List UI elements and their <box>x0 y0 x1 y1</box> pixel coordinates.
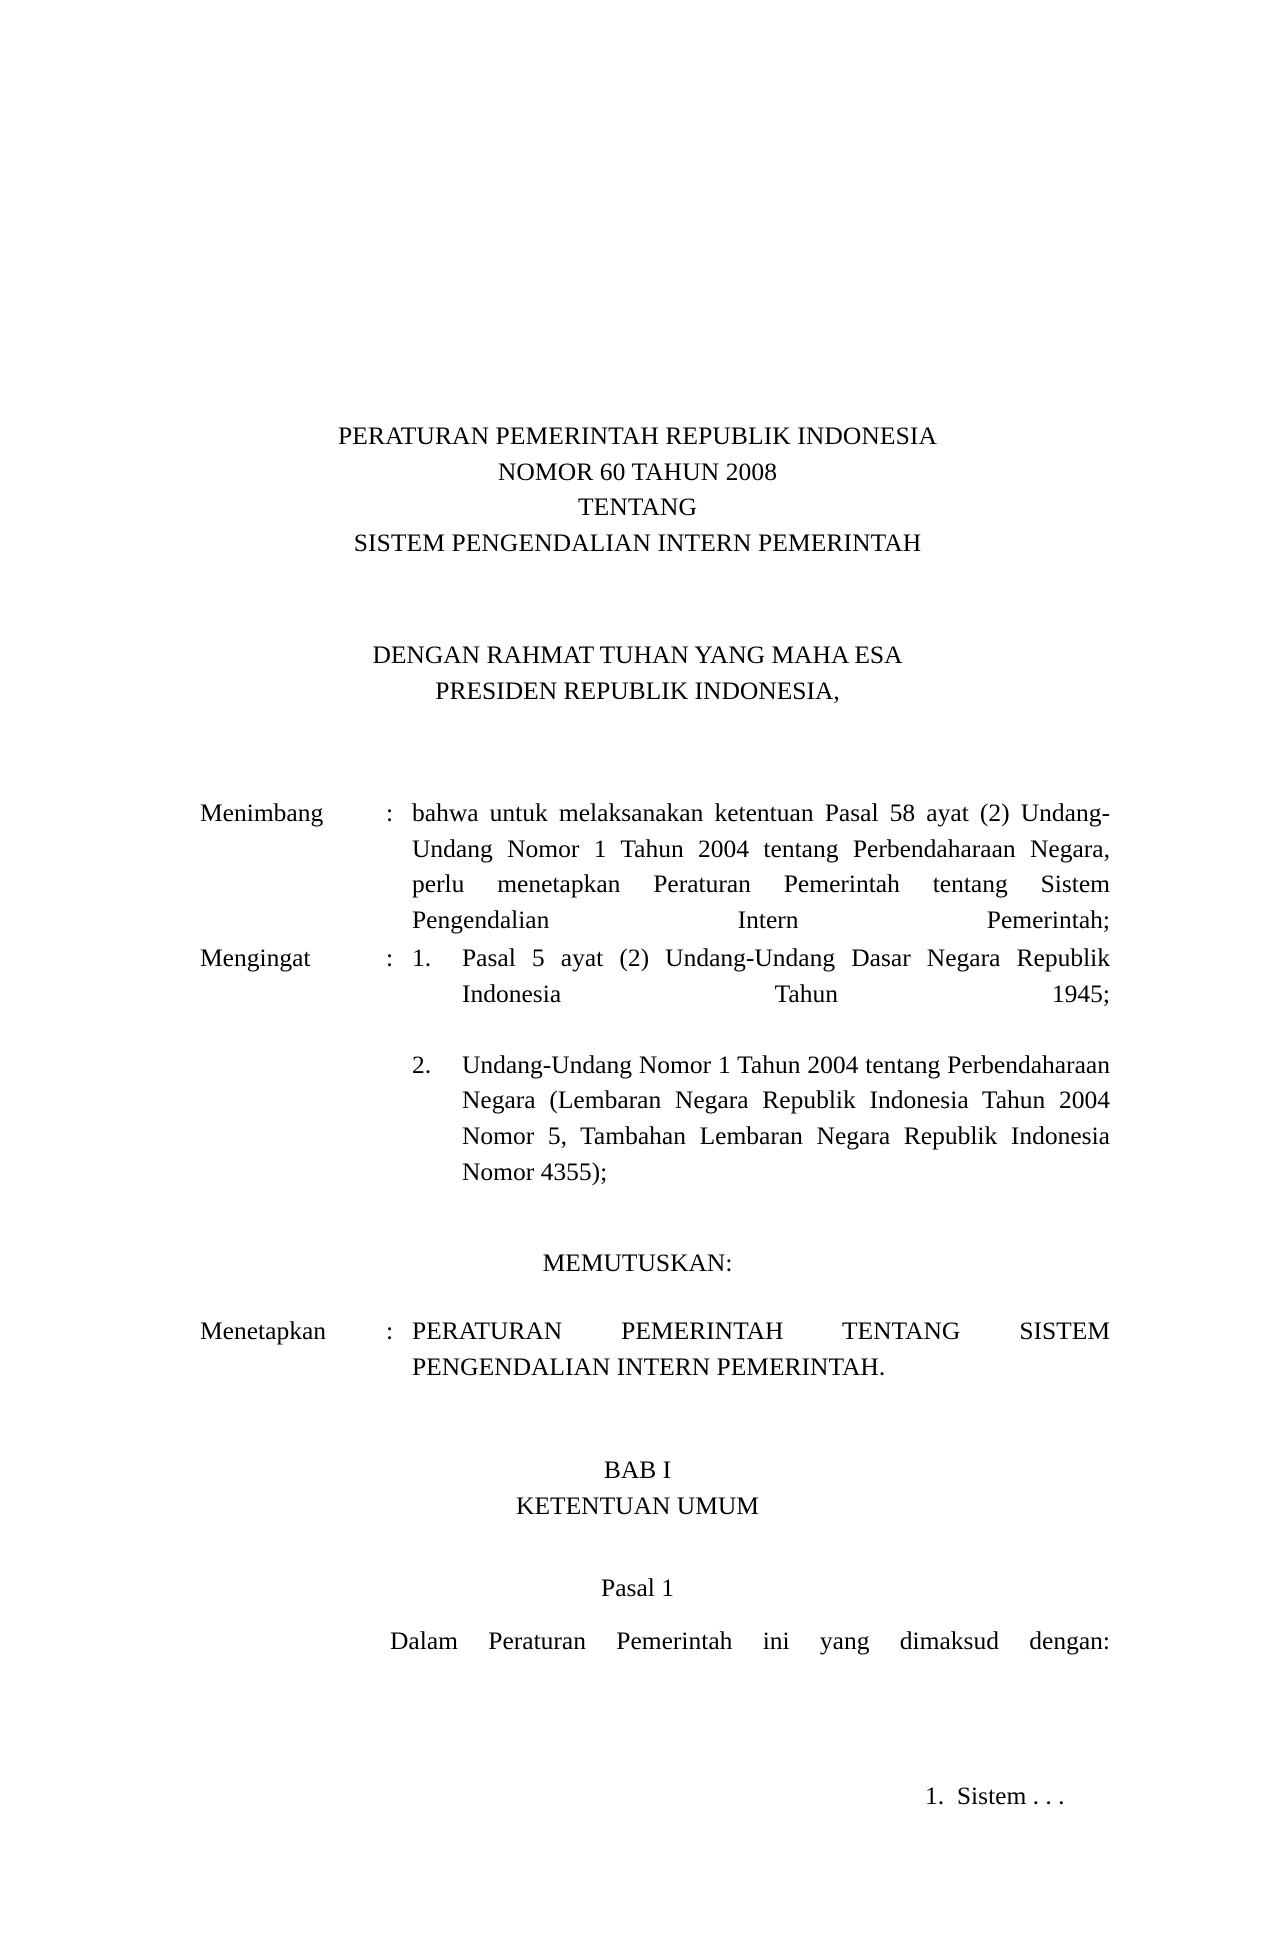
clause-label-menimbang: Menimbang <box>200 798 324 827</box>
preamble-oath <box>0 637 1275 708</box>
list-item-text: Undang-Undang Nomor 1 Tahun 2004 tentang Perbendaharaan Negara (Lembaran Negara Republik Indonesia Tahun 2004 Nomor 5, Tambahan Lembaran Negara Republik Indonesia Nomor 4355); <box>462 1049 1110 1186</box>
clause-mengingat <box>200 940 1110 1189</box>
clause-colon-mengingat: : <box>386 943 394 972</box>
memutuskan-heading: MEMUTUSKAN: <box>542 1248 733 1277</box>
menetapkan-paragraph: PERATURAN PEMERINTAH TENTANG SISTEM PENGENDALIAN INTERN PEMERINTAH. <box>412 1316 1110 1381</box>
regulation-tentang-line: TENTANG <box>577 492 698 522</box>
pasal-heading-wrap <box>0 1570 1275 1606</box>
list-item-text: Pasal 5 ayat (2) Undang-Undang Dasar Negara Republik Indonesia Tahun 1945; <box>462 943 1110 1008</box>
list-item-marker: 1. <box>412 943 432 972</box>
regulation-title-line-1: PERATURAN PEMERINTAH REPUBLIK INDONESIA <box>338 421 937 450</box>
pasal-intro-block <box>390 1623 1110 1694</box>
regulation-number-line: NOMOR 60 TAHUN 2008 <box>497 456 778 486</box>
clause-body-mengingat <box>412 940 1110 1189</box>
menimbang-paragraph: bahwa untuk melaksanakan ketentuan Pasal 58 ayat (2) Undang-Undang Nomor 1 Tahun 2004 tentang Perbendaharaan Negara, perlu menetapkan Peraturan Pemerintah tentang Sistem Pengendalian Intern Pemerintah; <box>412 798 1110 934</box>
clause-label-menetapkan: Menetapkan <box>200 1316 327 1345</box>
pasal-heading: Pasal 1 <box>601 1573 674 1602</box>
list-item <box>412 1047 1110 1189</box>
clause-colon-menetapkan: : <box>386 1316 394 1345</box>
clause-label-mengingat: Mengingat <box>200 943 311 972</box>
regulation-subject-line: SISTEM PENGENDALIAN INTERN PEMERINTAH <box>353 527 922 557</box>
pasal-intro-text: Dalam Peraturan Pemerintah ini yang dimaksud dengan: <box>390 1626 1110 1655</box>
memutuskan-heading-wrap <box>0 1245 1275 1281</box>
page-catchword: 1. Sistem . . . <box>925 1781 1065 1810</box>
bab-heading <box>0 1452 1275 1523</box>
bab-title: KETENTUAN UMUM <box>516 1490 759 1520</box>
clause-body-menetapkan <box>412 1313 1110 1384</box>
mengingat-list <box>412 940 1110 1189</box>
masthead <box>0 418 1275 560</box>
list-item <box>412 940 1110 1047</box>
oath-line-2: PRESIDEN REPUBLIK INDONESIA, <box>435 675 840 705</box>
bab-number: BAB I <box>603 1455 672 1484</box>
clause-menetapkan <box>200 1313 1110 1384</box>
oath-line-1: DENGAN RAHMAT TUHAN YANG MAHA ESA <box>372 640 903 669</box>
clause-colon-menimbang: : <box>386 798 394 827</box>
list-item-marker: 2. <box>412 1049 432 1079</box>
